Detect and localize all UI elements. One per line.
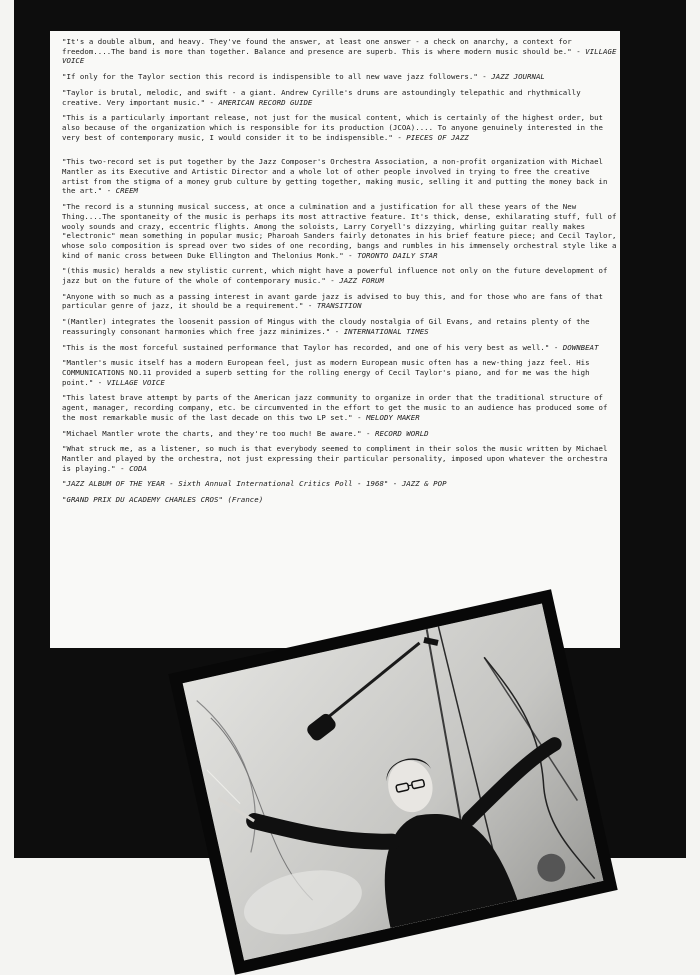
quote-pieces-of-jazz: "This is a particularly important release, not just for the musical content, which is certainly of the highest order, but also because of the organization which is responsible for its production (JCOA).... To anyone genuinely interested in the very best of contemporary music, I would consider it to be indispensible." - PIECES OF JAZZ	[62, 113, 604, 142]
conductor-photo-illustration	[183, 604, 604, 961]
quote-source: CODA	[129, 463, 147, 473]
quote-record-world: "Michael Mantler wrote the charts, and they're too much! Be aware." - RECORD WORLD	[62, 428, 429, 438]
quote-toronto-daily-star: "The record is a stunning musical success, at once a culmination and a justification for all these years of the New Thing....The spontaneity of the music is perhaps its most attractive feature. It's thick, dense, exhilarating stuff, full of wooly sounds and crazy, eccentric flights. Among the soloists, Larry Coryell's dizzying, whirling guitar really makes "electronic" mean something in popular music; Pharoah Sanders fairly detonates in his brief feature piece; and Cecil Taylor, whose solo composition is spread over two sides of one recording, bangs and rumbles in his immensely orchestral style like a kind of manic cross between Duke Ellington and Thelonius Monk." - TORONTO DAILY STAR	[62, 202, 617, 260]
quote-downbeat: "This is the most forceful sustained performance that Taylor has recorded, and one of his very best as well." - DOWNBEAT	[62, 342, 599, 352]
quote-transition: "Anyone with so much as a passing interest in avant garde jazz is advised to buy this, and for those who are fans of that particular genre of jazz, it should be a requirement." - TRANSITION	[62, 291, 604, 311]
award-source: (France)	[227, 495, 264, 505]
quote-source: TRANSITION	[316, 301, 362, 311]
quote-source: RECORD WORLD	[375, 428, 429, 438]
quote-source: DOWNBEAT	[562, 342, 599, 352]
award-jazz-album-of-the-year: "JAZZ ALBUM OF THE YEAR - Sixth Annual International Critics Poll - 1968" - JAZZ & POP	[62, 479, 447, 489]
quote-source: INTERNATIONAL TIMES	[343, 326, 429, 336]
quote-international-times: "(Mantler) integrates the loosenit passion of Mingus with the cloudy nostalgia of Gil Evans, and retains plenty of the reassuringly consonant harmonies which free jazz minimizes." - INTERNATIONAL TIMES	[62, 317, 590, 336]
award-source: JAZZ & POP	[401, 479, 447, 489]
quote-source: AMERICAN RECORD GUIDE	[218, 97, 313, 107]
award-grand-prix-charles-cros: "GRAND PRIX DU ACADEMY CHARLES CROS" (France)	[62, 495, 264, 505]
quote-source: MELODY MAKER	[366, 412, 420, 422]
quote-source: PIECES OF JAZZ	[406, 132, 469, 142]
quote-jazz-forum: "(this music) heralds a new stylistic current, which might have a powerful influence not only on the future development of jazz but on the future of the whole of contemporary music." - JAZZ FORUM	[62, 266, 608, 286]
quote-source: VILLAGE VOICE	[106, 377, 165, 387]
quote-coda: "What struck me, as a listener, so much is that everybody seemed to compliment in their solos the music written by Michael Mantler and played by the orchestra, not just expressing their particular personality, imposed upon whatever the orchestra is playing." - CODA	[62, 444, 608, 473]
conductor-photo	[183, 604, 604, 961]
quote-jazz-journal: "If only for the Taylor section this record is indispensible to all new wave jazz followers." - JAZZ JOURNAL	[62, 72, 545, 82]
quote-source: TORONTO DAILY STAR	[357, 250, 438, 260]
quote-source: JAZZ FORUM	[339, 276, 384, 286]
quote-village-voice-2: "Mantler's music itself has a modern European feel, just as modern European music often has a new-thing jazz feel. His COMMUNICATIONS NO.11 provided a superb setting for the rolling energy of Cecil Taylor's piano, and for me was the high point." - VILLAGE VOICE	[62, 358, 590, 387]
quote-source: VILLAGE VOICE	[62, 46, 617, 66]
press-quotes-sheet	[50, 31, 620, 648]
quote-american-record-guide: "Taylor is brutal, melodic, and swift - a giant. Andrew Cyrille's drums are astoundingly telepathic and rhythmically creative. Very important music." - AMERICAN RECORD GUIDE	[62, 87, 581, 107]
quote-source: CREEM	[115, 186, 139, 196]
quote-creem: "This two-record set is put together by the Jazz Composer's Orchestra Association, a non-profit organization with Michael Mantler as its Executive and Artistic Director and a whole lot of other people involved in trying to free the creative artist from the stigma of a money grub culture by getting together, making music, selling it and putting the money back in the art." - CREEM	[62, 157, 608, 196]
quote-melody-maker: "This latest brave attempt by parts of the American jazz community to organize in order that the traditional structure of agent, manager, recording company, etc. be circumvented in the effort to get the music to an audience has produced some of the most remarkable music of the last decade on this two LP set." - MELODY MAKER	[62, 393, 608, 422]
quote-village-voice-1: "It's a double album, and heavy. They've found the answer, at least one answer - a check on anarchy, a context for freedom....The band is more than together. Balance and presence are superb. This is where modern music should be." - VILLAGE VOICE	[62, 37, 617, 66]
quote-source: JAZZ JOURNAL	[491, 72, 545, 82]
